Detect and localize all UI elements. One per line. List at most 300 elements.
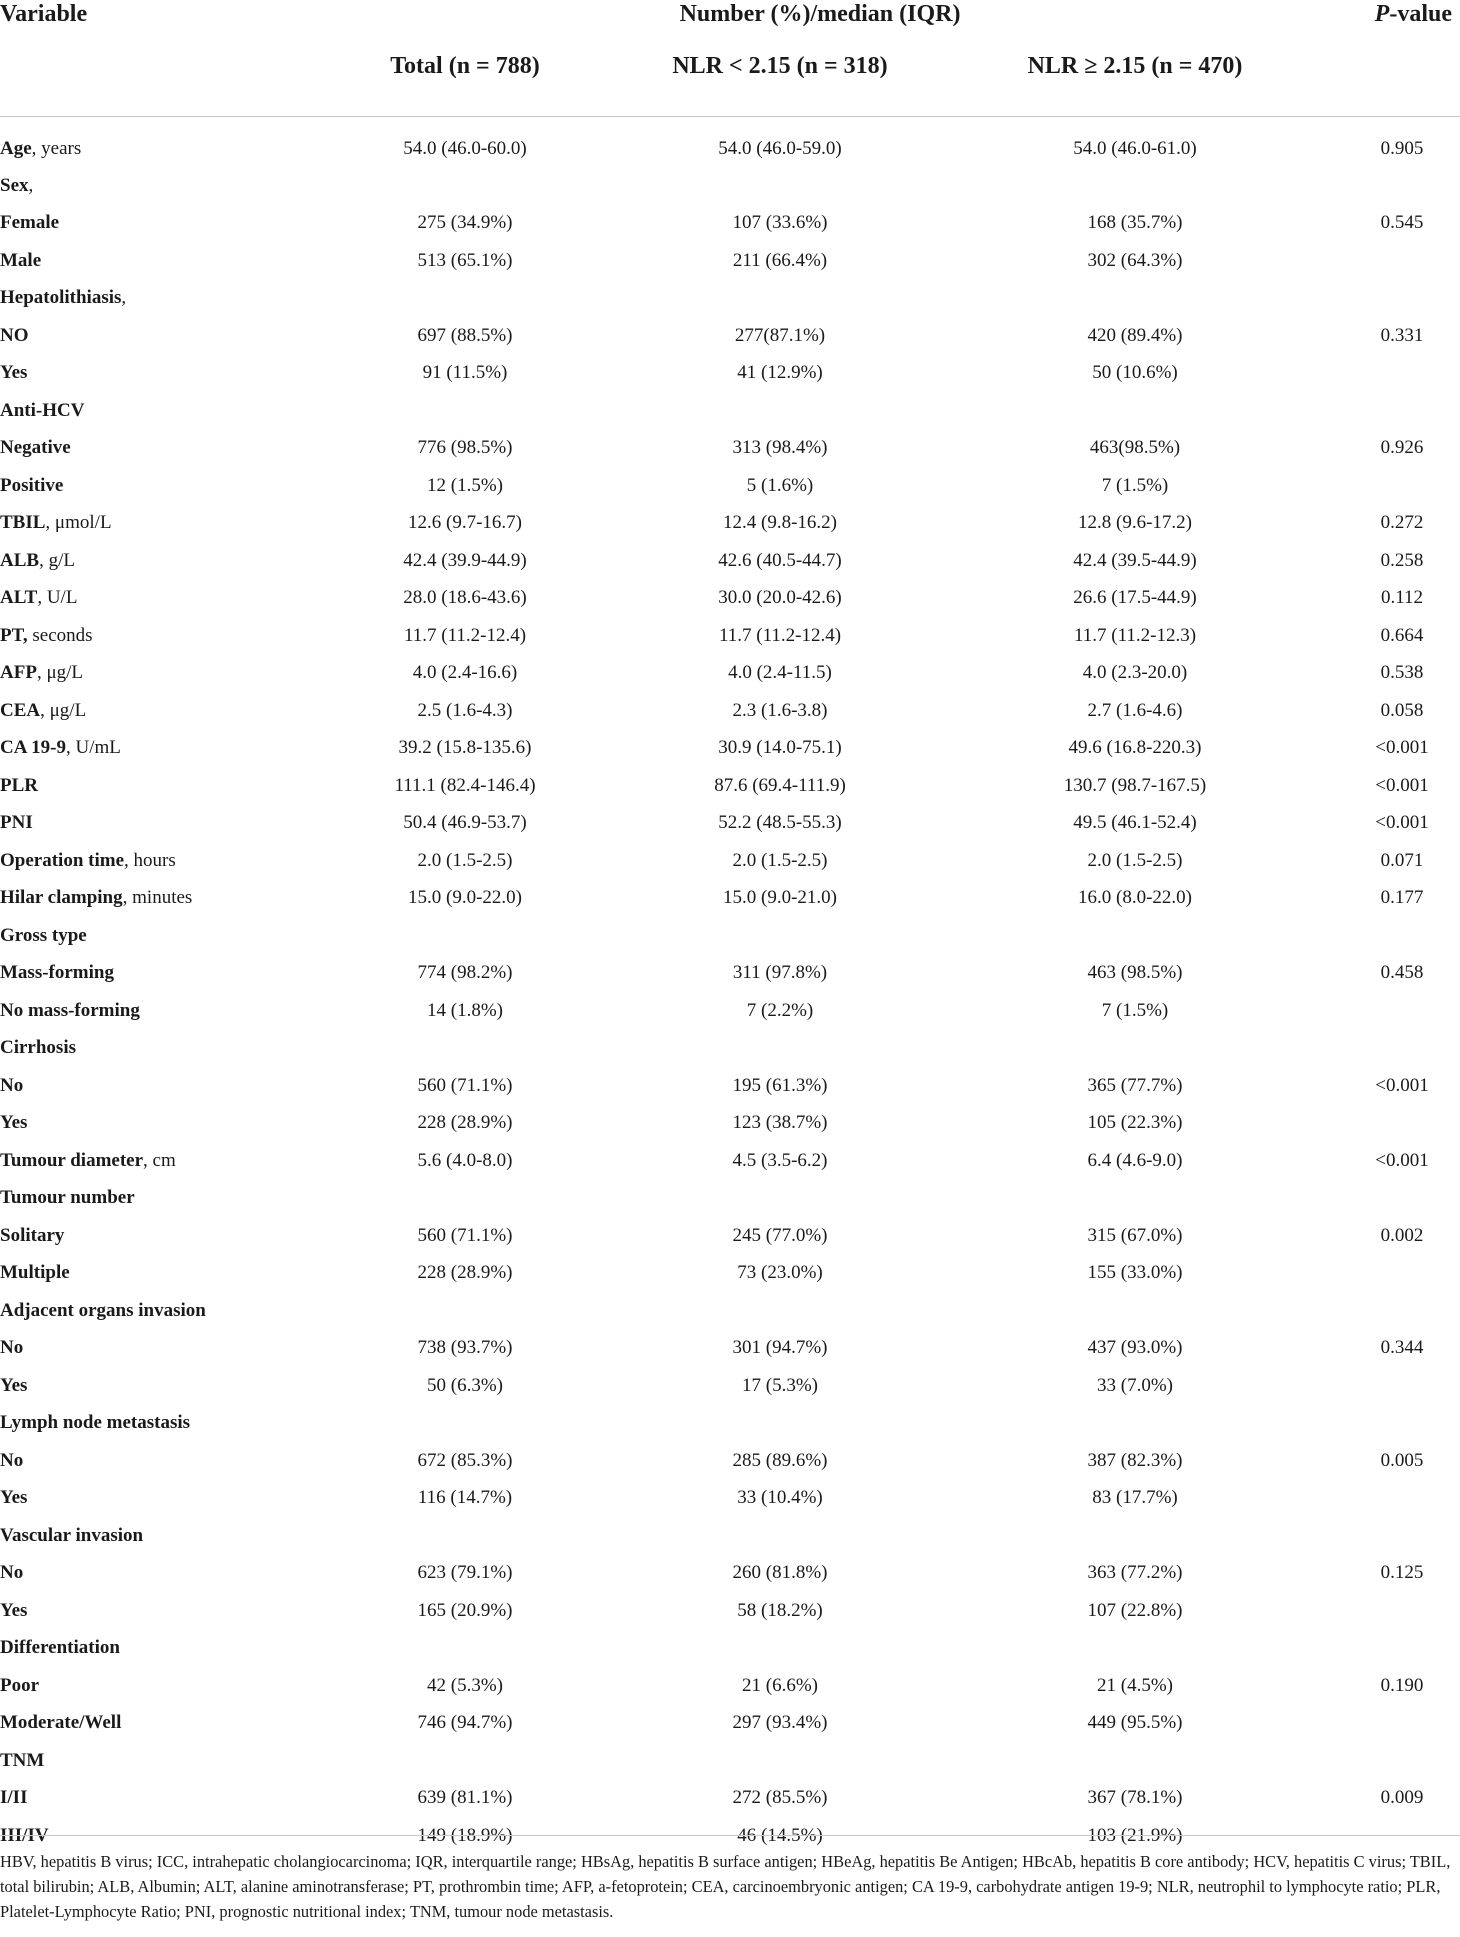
p-value-cell: 0.190 bbox=[1380, 1674, 1424, 1696]
variable-cell bbox=[0, 1705, 320, 1743]
p-value-cell bbox=[1320, 1742, 1460, 1780]
variable-name: Vascular invasion bbox=[0, 1524, 144, 1546]
variable-unit: , U/mL bbox=[65, 737, 121, 759]
variable-name: No mass-forming bbox=[0, 999, 140, 1021]
variable-name: Positive bbox=[0, 474, 64, 496]
nlr-low-cell bbox=[610, 1630, 950, 1668]
nlr-high-cell bbox=[950, 1180, 1320, 1218]
nlr-high-cell: 105 (22.3%) bbox=[1087, 1112, 1183, 1134]
variable-name: No bbox=[0, 1074, 24, 1096]
nlr-high-cell: 54.0 (46.0-61.0) bbox=[1073, 138, 1197, 159]
variable-unit: seconds bbox=[27, 624, 93, 646]
table-row bbox=[0, 205, 1460, 243]
total-cell bbox=[320, 1292, 610, 1330]
variable-cell bbox=[0, 392, 320, 430]
variable-name: Mass-forming bbox=[0, 962, 114, 984]
total-cell: 111.1 (82.4-146.4) bbox=[394, 774, 536, 796]
variable-name: ALB bbox=[0, 549, 40, 571]
variable-unit: , μmol/L bbox=[45, 512, 112, 534]
table-row bbox=[0, 1330, 1460, 1368]
table-row bbox=[0, 1742, 1460, 1780]
variable-cell bbox=[0, 1142, 320, 1180]
variable-cell bbox=[0, 430, 320, 468]
p-value-cell: 0.005 bbox=[1380, 1449, 1424, 1471]
variable-name: III/IV bbox=[0, 1824, 49, 1846]
table-row bbox=[0, 1480, 1460, 1518]
nlr-low-cell: 260 (81.8%) bbox=[732, 1562, 828, 1584]
variable-cell bbox=[0, 580, 320, 618]
variable-name: Yes bbox=[0, 1374, 28, 1396]
nlr-high-cell: 11.7 (11.2-12.3) bbox=[1073, 624, 1197, 646]
total-cell bbox=[320, 280, 610, 318]
p-value-cell bbox=[1320, 355, 1460, 393]
table-row bbox=[0, 1217, 1460, 1255]
table-row bbox=[0, 505, 1460, 543]
variable-cell bbox=[0, 805, 320, 843]
variable-cell bbox=[0, 1292, 320, 1330]
nlr-high-cell: 107 (22.8%) bbox=[1087, 1599, 1183, 1621]
variable-cell bbox=[0, 205, 320, 243]
nlr-low-cell: 285 (89.6%) bbox=[732, 1449, 828, 1471]
total-cell: 623 (79.1%) bbox=[417, 1562, 513, 1584]
variable-cell bbox=[0, 1555, 320, 1593]
variable-cell bbox=[0, 692, 320, 730]
header-number-median: Number (%)/median (IQR) bbox=[679, 1, 961, 27]
header-nlr-low: NLR < 2.15 (n = 318) bbox=[672, 53, 888, 79]
variable-name: CA 19-9 bbox=[0, 737, 66, 759]
table-row bbox=[0, 880, 1460, 918]
p-value-cell: <0.001 bbox=[1375, 1149, 1429, 1171]
table-row bbox=[0, 355, 1460, 393]
total-cell: 91 (11.5%) bbox=[422, 362, 508, 384]
total-cell: 12 (1.5%) bbox=[427, 474, 503, 496]
total-cell: 50.4 (46.9-53.7) bbox=[403, 812, 527, 834]
nlr-high-cell: 7 (1.5%) bbox=[1101, 999, 1169, 1021]
total-cell: 560 (71.1%) bbox=[417, 1224, 513, 1246]
table-row bbox=[0, 1517, 1460, 1555]
variable-cell bbox=[0, 1405, 320, 1443]
variable-name: Yes bbox=[0, 1112, 28, 1134]
variable-unit: , years bbox=[31, 138, 82, 159]
nlr-high-cell: 7 (1.5%) bbox=[1101, 474, 1169, 496]
table-row bbox=[0, 1442, 1460, 1480]
total-cell: 39.2 (15.8-135.6) bbox=[398, 737, 532, 759]
variable-cell bbox=[0, 167, 320, 205]
variable-cell bbox=[0, 117, 320, 168]
p-value-cell bbox=[1320, 1705, 1460, 1743]
variable-cell bbox=[0, 842, 320, 880]
variable-cell bbox=[0, 1105, 320, 1143]
nlr-low-cell: 277(87.1%) bbox=[734, 324, 826, 346]
total-cell bbox=[320, 917, 610, 955]
nlr-low-cell: 4.0 (2.4-11.5) bbox=[728, 662, 832, 684]
table-row bbox=[0, 467, 1460, 505]
nlr-low-cell: 17 (5.3%) bbox=[742, 1374, 818, 1396]
total-cell: 738 (93.7%) bbox=[417, 1337, 513, 1359]
variable-unit: , cm bbox=[143, 1149, 176, 1171]
variable-name: Lymph node metastasis bbox=[0, 1412, 191, 1434]
p-value-cell bbox=[1320, 1367, 1460, 1405]
variable-cell bbox=[0, 1030, 320, 1068]
total-cell: 774 (98.2%) bbox=[417, 962, 513, 984]
variable-name: Moderate/Well bbox=[0, 1712, 122, 1734]
total-cell: 28.0 (18.6-43.6) bbox=[403, 587, 527, 609]
nlr-high-cell bbox=[950, 392, 1320, 430]
p-value-cell: 0.905 bbox=[1380, 138, 1424, 159]
nlr-low-cell: 301 (94.7%) bbox=[732, 1337, 828, 1359]
nlr-high-cell: 50 (10.6%) bbox=[1092, 362, 1178, 384]
table-row bbox=[0, 767, 1460, 805]
table-row bbox=[0, 692, 1460, 730]
header-row-top bbox=[0, 0, 1460, 30]
variable-name: Differentiation bbox=[0, 1637, 120, 1659]
nlr-low-cell: 11.7 (11.2-12.4) bbox=[718, 624, 842, 646]
table-row bbox=[0, 1705, 1460, 1743]
variable-cell bbox=[0, 355, 320, 393]
p-value-cell: 0.458 bbox=[1380, 962, 1424, 984]
p-value-cell bbox=[1320, 992, 1460, 1030]
table-row bbox=[0, 992, 1460, 1030]
p-value-cell: 0.538 bbox=[1380, 662, 1424, 684]
total-cell: 42.4 (39.9-44.9) bbox=[403, 549, 527, 571]
header-p-letter: P bbox=[1374, 1, 1390, 27]
p-value-cell: 0.926 bbox=[1380, 437, 1424, 459]
nlr-low-cell: 123 (38.7%) bbox=[732, 1112, 828, 1134]
nlr-high-cell bbox=[950, 280, 1320, 318]
nlr-low-cell: 313 (98.4%) bbox=[732, 437, 828, 459]
p-value-cell: 0.664 bbox=[1380, 624, 1424, 646]
variable-cell bbox=[0, 242, 320, 280]
table-row bbox=[0, 1180, 1460, 1218]
variable-name: Poor bbox=[0, 1674, 40, 1696]
nlr-low-cell: 4.5 (3.5-6.2) bbox=[732, 1149, 828, 1171]
total-cell: 42 (5.3%) bbox=[427, 1674, 503, 1696]
variable-cell bbox=[0, 1592, 320, 1630]
total-cell: 228 (28.9%) bbox=[417, 1262, 513, 1284]
table-row bbox=[0, 1030, 1460, 1068]
nlr-high-cell: 6.4 (4.6-9.0) bbox=[1087, 1149, 1183, 1171]
nlr-high-cell: 449 (95.5%) bbox=[1087, 1712, 1183, 1734]
p-value-cell: 0.002 bbox=[1380, 1224, 1424, 1246]
nlr-low-cell: 2.3 (1.6-3.8) bbox=[732, 699, 828, 721]
variable-name: Negative bbox=[0, 437, 71, 459]
total-cell bbox=[320, 1405, 610, 1443]
p-value-cell bbox=[1320, 1180, 1460, 1218]
variable-unit: , bbox=[28, 174, 34, 196]
p-value-cell: <0.001 bbox=[1375, 1074, 1429, 1096]
variable-unit: , μg/L bbox=[36, 662, 84, 684]
variable-cell bbox=[0, 1630, 320, 1668]
nlr-high-cell: 315 (67.0%) bbox=[1087, 1224, 1183, 1246]
p-value-cell bbox=[1320, 1105, 1460, 1143]
p-value-cell: 0.009 bbox=[1380, 1787, 1424, 1809]
p-value-cell: 0.125 bbox=[1380, 1562, 1424, 1584]
nlr-low-cell: 272 (85.5%) bbox=[732, 1787, 828, 1809]
variable-name: PT, bbox=[0, 624, 28, 646]
variable-name: Cirrhosis bbox=[0, 1037, 76, 1059]
total-cell: 50 (6.3%) bbox=[427, 1374, 503, 1396]
p-value-cell bbox=[1320, 467, 1460, 505]
nlr-low-cell: 30.9 (14.0-75.1) bbox=[718, 737, 842, 759]
nlr-high-cell bbox=[950, 1742, 1320, 1780]
total-cell: 560 (71.1%) bbox=[417, 1074, 513, 1096]
total-cell bbox=[320, 392, 610, 430]
p-value-cell bbox=[1320, 1630, 1460, 1668]
variable-cell bbox=[0, 505, 320, 543]
table-row bbox=[0, 242, 1460, 280]
variable-name: Solitary bbox=[0, 1224, 65, 1246]
nlr-low-cell bbox=[610, 1030, 950, 1068]
table-row bbox=[0, 1592, 1460, 1630]
total-cell: 165 (20.9%) bbox=[417, 1599, 513, 1621]
p-value-cell: <0.001 bbox=[1375, 737, 1429, 759]
header-total: Total (n = 788) bbox=[390, 53, 540, 79]
p-value-cell bbox=[1320, 1480, 1460, 1518]
nlr-high-cell: 42.4 (39.5-44.9) bbox=[1073, 549, 1197, 571]
variable-name: Yes bbox=[0, 1487, 28, 1509]
nlr-low-cell: 33 (10.4%) bbox=[737, 1487, 823, 1509]
variable-unit: , g/L bbox=[39, 549, 75, 571]
nlr-low-cell: 12.4 (9.8-16.2) bbox=[723, 512, 837, 534]
nlr-high-cell bbox=[950, 1517, 1320, 1555]
p-value-cell bbox=[1320, 1517, 1460, 1555]
nlr-high-cell: 21 (4.5%) bbox=[1097, 1674, 1173, 1696]
variable-name: Gross type bbox=[0, 924, 87, 946]
p-value-cell bbox=[1320, 280, 1460, 318]
variable-cell bbox=[0, 1780, 320, 1818]
variable-name: CEA bbox=[0, 699, 41, 721]
table-row bbox=[0, 280, 1460, 318]
variable-cell bbox=[0, 917, 320, 955]
nlr-low-cell: 87.6 (69.4-111.9) bbox=[714, 774, 846, 796]
variable-name: Hepatolithiasis bbox=[0, 287, 122, 309]
variable-cell bbox=[0, 1517, 320, 1555]
header-p-suffix: -value bbox=[1389, 1, 1452, 27]
total-cell: 15.0 (9.0-22.0) bbox=[408, 887, 522, 909]
total-cell: 513 (65.1%) bbox=[417, 249, 513, 271]
p-value-cell: 0.177 bbox=[1380, 887, 1424, 909]
table-row bbox=[0, 1105, 1460, 1143]
total-cell: 2.0 (1.5-2.5) bbox=[417, 849, 513, 871]
variable-cell bbox=[0, 1667, 320, 1705]
variable-cell bbox=[0, 880, 320, 918]
total-cell: 639 (81.1%) bbox=[417, 1787, 513, 1809]
p-value-cell bbox=[1320, 1592, 1460, 1630]
nlr-low-cell: 46 (14.5%) bbox=[737, 1824, 823, 1846]
nlr-high-cell: 387 (82.3%) bbox=[1087, 1449, 1183, 1471]
variable-name: Yes bbox=[0, 1599, 28, 1621]
table-row bbox=[0, 392, 1460, 430]
variable-cell bbox=[0, 767, 320, 805]
variable-name: No bbox=[0, 1337, 24, 1359]
nlr-low-cell bbox=[610, 1742, 950, 1780]
table-row bbox=[0, 617, 1460, 655]
variable-unit: , minutes bbox=[122, 887, 193, 909]
p-value-cell: <0.001 bbox=[1375, 774, 1429, 796]
variable-name: Yes bbox=[0, 362, 28, 384]
variable-unit: , U/L bbox=[37, 587, 78, 609]
nlr-high-cell: 49.6 (16.8-220.3) bbox=[1068, 737, 1202, 759]
table-row bbox=[0, 730, 1460, 768]
nlr-low-cell: 41 (12.9%) bbox=[737, 362, 823, 384]
p-value-cell bbox=[1320, 1030, 1460, 1068]
total-cell bbox=[320, 1030, 610, 1068]
nlr-low-cell: 195 (61.3%) bbox=[732, 1074, 828, 1096]
p-value-cell bbox=[1320, 1255, 1460, 1293]
variable-name: Adjacent organs invasion bbox=[0, 1299, 206, 1321]
nlr-high-cell: 2.0 (1.5-2.5) bbox=[1087, 849, 1183, 871]
nlr-high-cell: 420 (89.4%) bbox=[1087, 324, 1183, 346]
table-row bbox=[0, 1292, 1460, 1330]
p-value-cell: 0.344 bbox=[1380, 1337, 1424, 1359]
variable-cell bbox=[0, 1180, 320, 1218]
nlr-high-cell: 16.0 (8.0-22.0) bbox=[1078, 887, 1192, 909]
nlr-high-cell: 463 (98.5%) bbox=[1087, 962, 1183, 984]
table-body bbox=[0, 117, 1460, 1855]
variable-cell bbox=[0, 1742, 320, 1780]
nlr-high-cell: 33 (7.0%) bbox=[1097, 1374, 1173, 1396]
table-row bbox=[0, 1367, 1460, 1405]
nlr-low-cell: 58 (18.2%) bbox=[737, 1599, 823, 1621]
table-row bbox=[0, 117, 1460, 168]
table-row bbox=[0, 430, 1460, 468]
variable-cell bbox=[0, 1255, 320, 1293]
variable-cell bbox=[0, 317, 320, 355]
total-cell: 697 (88.5%) bbox=[417, 324, 513, 346]
nlr-low-cell: 7 (2.2%) bbox=[746, 999, 814, 1021]
table-footnote: HBV, hepatitis B virus; ICC, intrahepatic cholangiocarcinoma; IQR, interquartile range; HBsAg, hepatitis B surface antigen; HBeAg, hepatitis Be Antigen; HBcAb, hepatitis B core antibody; HCV, hepatitis C virus; TBIL, total bilirubin; ALB, Albumin; ALT, alanine aminotransferase; PT, prothrombin time; AFP, a-fetoprotein; CEA, carcinoembryonic antigen; CA 19-9, carbohydrate antigen 19-9; NLR, neutrophil to lymphocyte ratio; PLR, Platelet-Lymphocyte Ratio; PNI, prognostic nutritional index; TNM, tumour node metastasis. bbox=[0, 1835, 1460, 1924]
variable-cell bbox=[0, 730, 320, 768]
variable-name: No bbox=[0, 1449, 24, 1471]
table-row bbox=[0, 317, 1460, 355]
variable-name: Tumour diameter bbox=[0, 1149, 144, 1171]
nlr-high-cell: 363 (77.2%) bbox=[1087, 1562, 1183, 1584]
variable-unit: , μg/L bbox=[40, 699, 87, 721]
table-row bbox=[0, 1667, 1460, 1705]
variable-name: NO bbox=[0, 324, 29, 346]
table-row bbox=[0, 1630, 1460, 1668]
variable-cell bbox=[0, 655, 320, 693]
p-value-cell: 0.058 bbox=[1380, 699, 1424, 721]
variable-cell bbox=[0, 1067, 320, 1105]
nlr-high-cell: 49.5 (46.1-52.4) bbox=[1073, 812, 1197, 834]
variable-cell bbox=[0, 617, 320, 655]
p-value-cell bbox=[1320, 392, 1460, 430]
variable-name: No bbox=[0, 1562, 24, 1584]
total-cell: 11.7 (11.2-12.4) bbox=[403, 624, 527, 646]
variable-cell bbox=[0, 955, 320, 993]
p-value-cell bbox=[1320, 167, 1460, 205]
nlr-high-cell: 302 (64.3%) bbox=[1087, 249, 1183, 271]
table-row bbox=[0, 655, 1460, 693]
nlr-high-cell bbox=[950, 917, 1320, 955]
table-row bbox=[0, 842, 1460, 880]
table-row bbox=[0, 580, 1460, 618]
total-cell: 4.0 (2.4-16.6) bbox=[412, 662, 518, 684]
nlr-low-cell bbox=[610, 167, 950, 205]
total-cell: 776 (98.5%) bbox=[417, 437, 513, 459]
nlr-low-cell bbox=[610, 280, 950, 318]
nlr-low-cell: 42.6 (40.5-44.7) bbox=[718, 549, 842, 571]
nlr-high-cell: 26.6 (17.5-44.9) bbox=[1073, 587, 1197, 609]
variable-name: Sex bbox=[0, 174, 29, 196]
table-row bbox=[0, 1780, 1460, 1818]
nlr-high-cell: 83 (17.7%) bbox=[1092, 1487, 1178, 1509]
variable-name: Multiple bbox=[0, 1262, 70, 1284]
nlr-low-cell: 21 (6.6%) bbox=[742, 1674, 818, 1696]
table-row bbox=[0, 917, 1460, 955]
variable-cell bbox=[0, 467, 320, 505]
nlr-low-cell bbox=[610, 392, 950, 430]
table-row bbox=[0, 1142, 1460, 1180]
variable-cell bbox=[0, 1480, 320, 1518]
total-cell: 672 (85.3%) bbox=[417, 1449, 513, 1471]
table-row bbox=[0, 167, 1460, 205]
nlr-low-cell: 2.0 (1.5-2.5) bbox=[732, 849, 828, 871]
variable-name: Anti-HCV bbox=[0, 399, 85, 421]
table-row bbox=[0, 955, 1460, 993]
p-value-cell: 0.331 bbox=[1380, 324, 1424, 346]
nlr-low-cell: 211 (66.4%) bbox=[732, 249, 828, 271]
nlr-high-cell bbox=[950, 167, 1320, 205]
header-p-value bbox=[1320, 0, 1460, 117]
nlr-low-cell bbox=[610, 1405, 950, 1443]
p-value-cell: 0.071 bbox=[1380, 849, 1424, 871]
p-value-cell bbox=[1320, 1405, 1460, 1443]
p-value-cell bbox=[1320, 242, 1460, 280]
nlr-high-cell: 367 (78.1%) bbox=[1087, 1787, 1183, 1809]
total-cell bbox=[320, 1517, 610, 1555]
total-cell: 54.0 (46.0-60.0) bbox=[403, 138, 527, 159]
variable-cell bbox=[0, 280, 320, 318]
table-row bbox=[0, 1555, 1460, 1593]
total-cell: 275 (34.9%) bbox=[417, 212, 513, 234]
table-header bbox=[0, 0, 1460, 117]
total-cell: 116 (14.7%) bbox=[417, 1487, 513, 1509]
table-row bbox=[0, 805, 1460, 843]
total-cell bbox=[320, 1742, 610, 1780]
table-row bbox=[0, 542, 1460, 580]
total-cell: 149 (18.9%) bbox=[417, 1824, 513, 1846]
nlr-high-cell: 130.7 (98.7-167.5) bbox=[1063, 774, 1207, 796]
p-value-cell: 0.272 bbox=[1380, 512, 1424, 534]
variable-name: ALT bbox=[0, 587, 38, 609]
nlr-low-cell: 52.2 (48.5-55.3) bbox=[718, 812, 842, 834]
variable-cell bbox=[0, 1330, 320, 1368]
variable-name: Operation time bbox=[0, 849, 125, 871]
nlr-high-cell: 12.8 (9.6-17.2) bbox=[1078, 512, 1192, 534]
total-cell: 12.6 (9.7-16.7) bbox=[408, 512, 522, 534]
nlr-low-cell bbox=[610, 1517, 950, 1555]
total-cell: 14 (1.8%) bbox=[427, 999, 503, 1021]
variable-name: PLR bbox=[0, 774, 38, 796]
variable-cell bbox=[0, 1442, 320, 1480]
variable-cell bbox=[0, 992, 320, 1030]
variable-name: Female bbox=[0, 212, 60, 234]
table-row bbox=[0, 1405, 1460, 1443]
variable-cell bbox=[0, 1367, 320, 1405]
p-value-cell bbox=[1320, 917, 1460, 955]
nlr-high-cell bbox=[950, 1630, 1320, 1668]
variable-name: Hilar clamping bbox=[0, 887, 123, 909]
variable-unit: , hours bbox=[124, 849, 176, 871]
nlr-high-cell bbox=[950, 1292, 1320, 1330]
nlr-low-cell: 30.0 (20.0-42.6) bbox=[718, 587, 842, 609]
nlr-high-cell: 103 (21.9%) bbox=[1087, 1824, 1183, 1846]
p-value-cell: 0.258 bbox=[1380, 549, 1424, 571]
nlr-low-cell: 15.0 (9.0-21.0) bbox=[723, 887, 837, 909]
nlr-low-cell: 107 (33.6%) bbox=[732, 212, 828, 234]
